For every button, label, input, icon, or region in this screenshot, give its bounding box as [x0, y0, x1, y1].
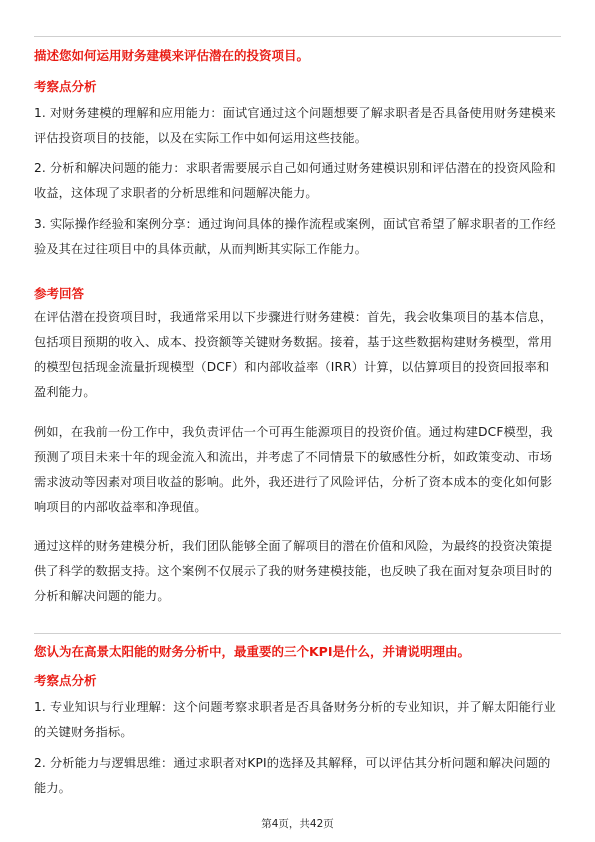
q1-analysis-heading: 考察点分析	[34, 79, 97, 94]
top-divider	[34, 36, 561, 37]
q1-answer-paragraph-1: 在评估潜在投资项目时，我通常采用以下步骤进行财务建模：首先，我会收集项目的基本信息，包括项目预期的收入、成本、投资额等关键财务数据。接着，基于这些数据构建财务模型，常用的模型包括现金流量折现模型（DCF）和内部收益率（IRR）计算，以估算项目的投资回报率和盈利能力。	[34, 310, 553, 399]
q2-analysis-heading: 考察点分析	[34, 673, 97, 688]
q1-answer-heading: 参考回答	[34, 286, 85, 301]
section-divider	[34, 633, 561, 634]
question-1-title: 描述您如何运用财务建模来评估潜在的投资项目。	[34, 48, 310, 63]
q1-analysis-point-2: 2. 分析和解决问题的能力：求职者需要展示自己如何通过财务建模识别和评估潜在的投资风险和收益，这体现了求职者的分析思维和问题解决能力。	[34, 161, 556, 200]
page-number: 第4页，共42页	[261, 818, 334, 830]
q2-analysis-point-2: 2. 分析能力与逻辑思维：通过求职者对KPI的选择及其解释，可以评估其分析问题和解决问题的能力。	[34, 756, 551, 795]
q1-analysis-point-3: 3. 实际操作经验和案例分享：通过询问具体的操作流程或案例，面试官希望了解求职者的工作经验及其在过往项目中的具体贡献，从而判断其实际工作能力。	[34, 217, 556, 256]
q1-answer-paragraph-3: 通过这样的财务建模分析，我们团队能够全面了解项目的潜在价值和风险，为最终的投资决策提供了科学的数据支持。这个案例不仅展示了我的财务建模技能，也反映了我在面对复杂项目时的分析和解决问题的能力。	[34, 539, 553, 603]
question-2-title: 您认为在高景太阳能的财务分析中，最重要的三个KPI是什么，并请说明理由。	[34, 644, 471, 659]
q1-analysis-point-1: 1. 对财务建模的理解和应用能力：面试官通过这个问题想要了解求职者是否具备使用财务建模来评估投资项目的技能，以及在实际工作中如何运用这些技能。	[34, 106, 556, 145]
q2-analysis-point-1: 1. 专业知识与行业理解：这个问题考察求职者是否具备财务分析的专业知识，并了解太阳能行业的关键财务指标。	[34, 700, 556, 739]
q1-answer-paragraph-2: 例如，在我前一份工作中，我负责评估一个可再生能源项目的投资价值。通过构建DCF模型，我预测了项目未来十年的现金流入和流出，并考虑了不同情景下的敏感性分析，如政策变动、市场需求波动等因素对项目收益的影响。此外，我还进行了风险评估，分析了资本成本的变化如何影响项目的内部收益率和净现值。	[34, 425, 553, 514]
